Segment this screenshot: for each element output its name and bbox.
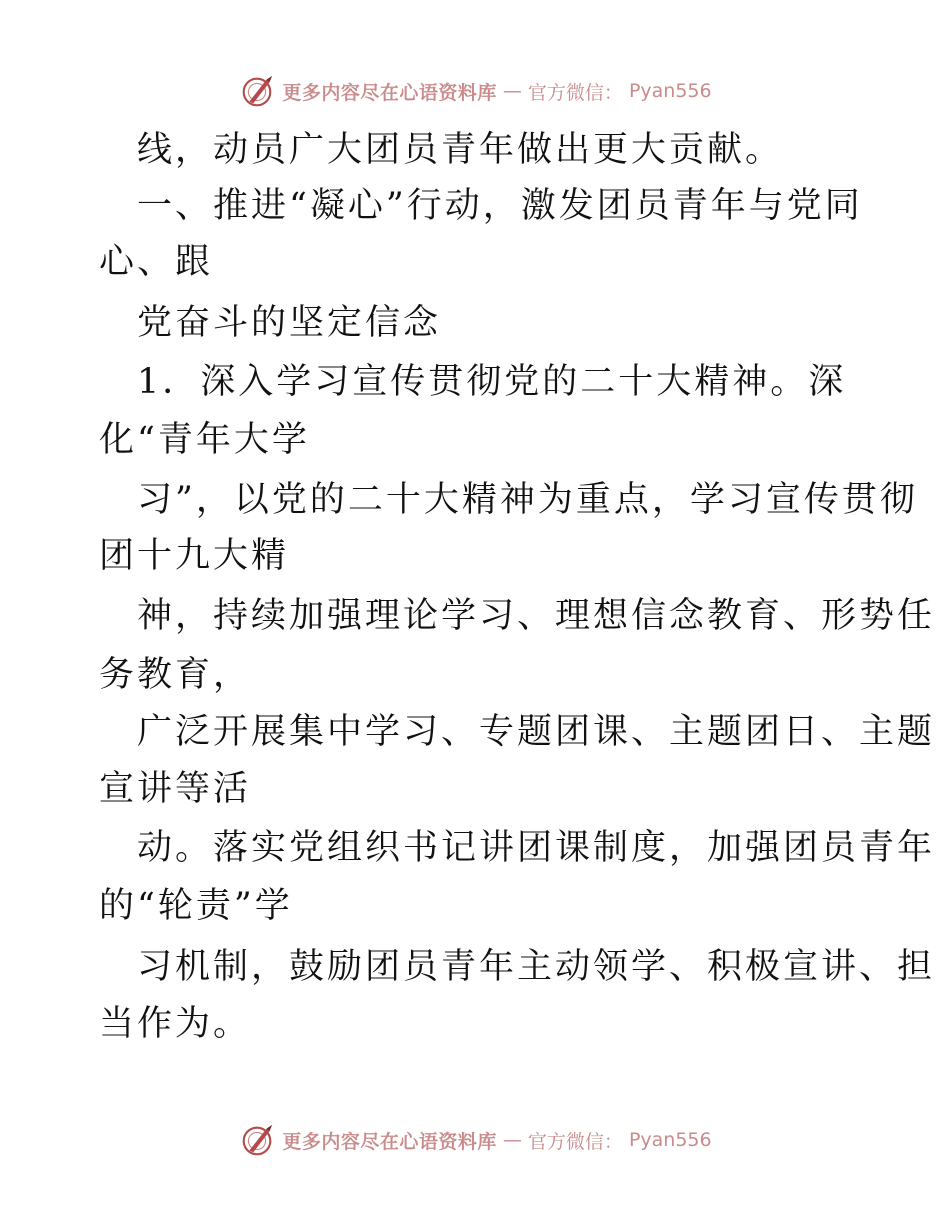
body-line: 的“轮责”学 [99, 886, 293, 926]
body-line: 1．深入学习宣传贯彻党的二十大精神。深 [137, 362, 847, 402]
body-line: 当作为。 [99, 1004, 252, 1044]
body-line: 动。落实党组织书记讲团课制度，加强团员青年 [137, 828, 936, 868]
body-line: 习”，以党的二十大精神为重点，学习宣传贯彻 [137, 480, 918, 520]
watermark-wechat-id: Pyan556 [628, 1129, 712, 1151]
body-line: 团十九大精 [99, 536, 290, 576]
body-line: 线，动员广大团员青年做出更大贡献。 [137, 130, 784, 170]
body-line: 习机制，鼓励团员青年主动领学、积极宣讲、担 [137, 947, 936, 987]
section-heading-line: 心、跟 [99, 242, 214, 282]
header-watermark [0, 69, 950, 113]
watermark-separator: — [502, 1129, 522, 1151]
quill-seal-icon [238, 1121, 276, 1159]
watermark-wechat-label: 官方微信： [527, 1130, 623, 1153]
watermark-site-text: 更多内容尽在心语资料库 [282, 1130, 497, 1153]
body-line: 神，持续加强理论学习、理想信念教育、形势任 [137, 596, 936, 636]
body-line: 广泛开展集中学习、专题团课、主题团日、主题 [137, 712, 936, 752]
watermark-wechat-id: Pyan556 [628, 80, 712, 102]
body-line: 宣讲等活 [99, 769, 252, 809]
footer-watermark [0, 1118, 950, 1162]
section-heading-line: 一、推进“凝心”行动，激发团员青年与党同 [137, 186, 863, 226]
quill-seal-icon [238, 72, 276, 110]
watermark-wechat-label: 官方微信： [527, 81, 623, 104]
section-heading-line: 党奋斗的坚定信念 [137, 303, 442, 343]
body-line: 务教育， [99, 655, 252, 695]
watermark-separator: — [502, 80, 522, 102]
watermark-site-text: 更多内容尽在心语资料库 [282, 81, 497, 104]
body-line: 化“青年大学 [99, 420, 310, 460]
